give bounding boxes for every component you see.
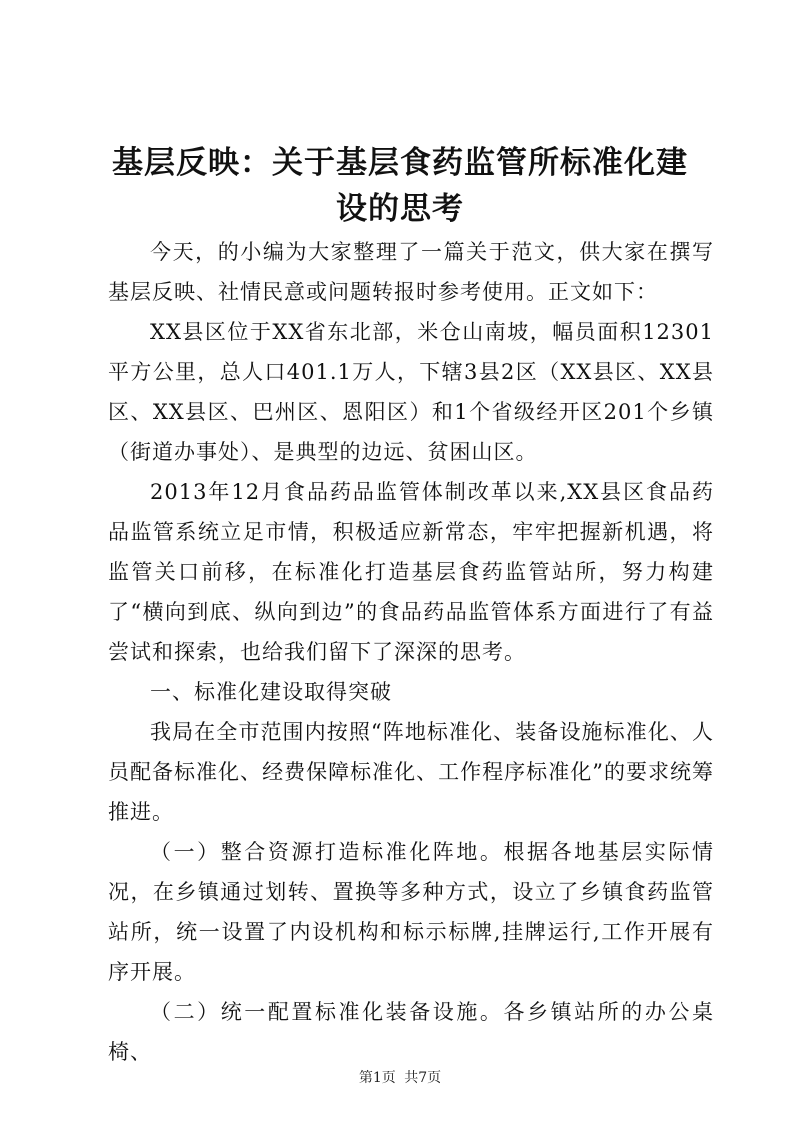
paragraph-overview: XX县区位于XX省东北部，米仓山南坡，幅员面积12301平方公里，总人口401.1万人，下辖3县2区（XX县区、XX县区、XX县区、巴州区、恩阳区）和1个省级经开区201个乡镇（街道办事处）、是典型的边远、贫困山区。 [108,320,714,464]
document-title: 基层反映：关于基层食药监管所标准化建设的思考 [112,145,688,227]
paragraph-item-one: （一）整合资源打造标准化阵地。根据各地基层实际情况，在乡镇通过划转、置换等多种方式，设立了乡镇食药监管站所，统一设置了内设机构和标示标牌,挂牌运行,工作开展有序开展。 [108,840,714,984]
document-body [108,232,714,1072]
section-heading: 一、标准化建设取得突破 [150,680,392,704]
page-footer [0,1068,800,1088]
page-total: 共7页 [404,1070,442,1086]
page-number: 第1页 [358,1070,396,1086]
paragraph-item-two: （二）统一配置标准化装备设施。各乡镇站所的办公桌椅、 [108,1000,714,1064]
paragraph-standards: 我局在全市范围内按照“阵地标准化、装备设施标准化、人员配备标准化、经费保障标准化、工作程序标准化”的要求统筹推进。 [108,720,714,824]
paragraph-intro: 今天，的小编为大家整理了一篇关于范文，供大家在撰写基层反映、社情民意或问题转报时参考使用。正文如下： [108,240,714,304]
paragraph-reform: 2013年12月食品药品监管体制改革以来,XX县区食品药品监管系统立足市情，积极适应新常态，牢牢把握新机遇，将监管关口前移，在标准化打造基层食药监管站所，努力构建了“横向到底、纵向到边”的食品药品监管体系方面进行了有益尝试和探索，也给我们留下了深深的思考。 [108,480,714,664]
